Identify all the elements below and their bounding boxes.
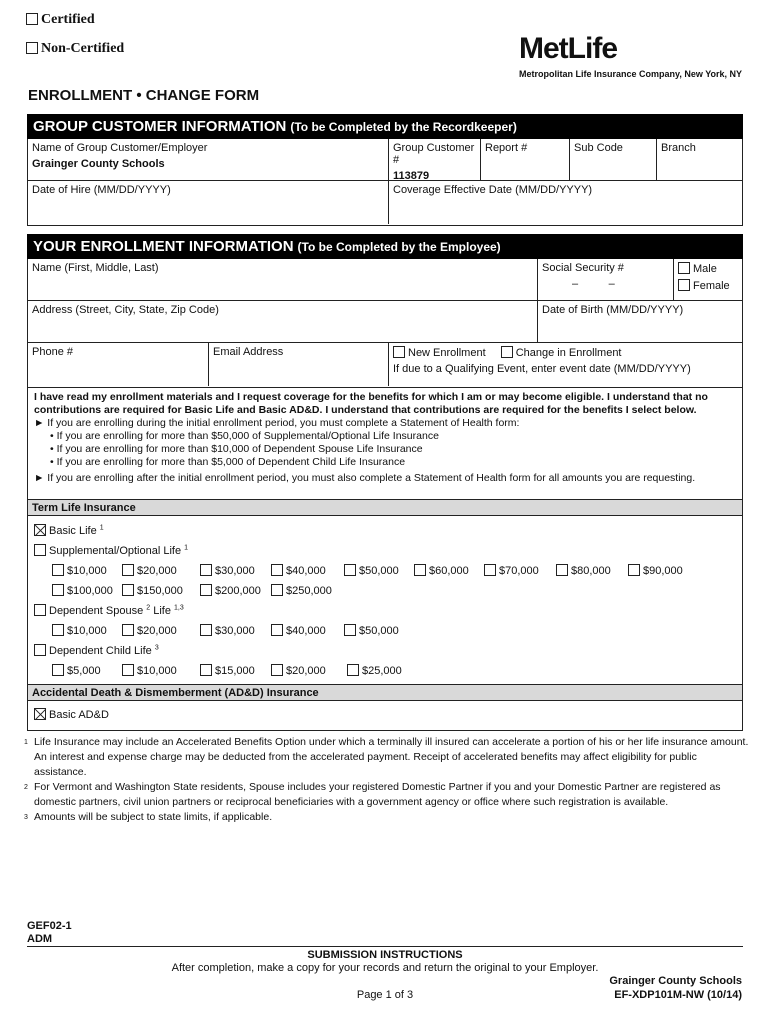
spouse-life-checkbox[interactable] (34, 604, 46, 616)
email-field[interactable]: Email Address (209, 343, 389, 386)
supp-amount-option[interactable]: $20,000 (122, 564, 177, 577)
employer-field[interactable]: Name of Group Customer/Employer Grainger County Schools (28, 139, 389, 181)
submission-title: SUBMISSION INSTRUCTIONS (307, 949, 463, 961)
female-checkbox[interactable] (678, 279, 690, 291)
child-amount-checkbox[interactable] (122, 664, 134, 676)
supp-amount-checkbox[interactable] (271, 564, 283, 576)
supp-amount-checkbox[interactable] (122, 564, 134, 576)
qualifying-event-note: If due to a Qualifying Event, enter event date (MM/DD/YYYY) (393, 363, 691, 375)
gender-field (674, 259, 742, 301)
basic-add-checkbox[interactable] (34, 708, 46, 720)
basic-add-option[interactable]: Basic AD&D (34, 708, 109, 721)
metlife-logo: MetLife (519, 32, 617, 65)
new-enrollment-option[interactable]: New Enrollment (393, 347, 486, 359)
spouse-amount-checkbox[interactable] (344, 624, 356, 636)
spouse-amount-option[interactable]: $10,000 (52, 624, 107, 637)
child-amount-checkbox[interactable] (52, 664, 64, 676)
supp-amount-option[interactable]: $250,000 (271, 584, 332, 597)
term-life-header: Term Life Insurance (28, 499, 742, 516)
enrollment-type-field (389, 343, 742, 386)
supp-amount-option[interactable]: $40,000 (271, 564, 326, 577)
new-enrollment-checkbox[interactable] (393, 346, 405, 358)
supp-amount-checkbox[interactable] (122, 584, 134, 596)
branch-field[interactable]: Branch (657, 139, 742, 181)
footnotes: 1 Life Insurance may include an Accelerated Benefits Option under which a terminally ill insured can accelerate a portion of his or her life insurance amount. An interest and expense charge may be deducted from the accelerated payment. Receipt of accelerated benefits may affect eligibility for public assistance. 2 For Vermont and Washington State residents, Spouse includes your registered Domestic Partner if you and your Domestic Partner are registered as domestic partners, civil union partners or reciprocal beneficiaries with a government agency or office where such registration is available. 3 Amounts will be subject to state limits, if applicable. (24, 736, 749, 823)
form-title: ENROLLMENT • CHANGE FORM (28, 87, 260, 104)
non-certified-checkbox[interactable] (26, 42, 38, 54)
spouse-amount-checkbox[interactable] (200, 624, 212, 636)
supp-amount-checkbox[interactable] (200, 584, 212, 596)
report-number-field[interactable]: Report # (481, 139, 570, 181)
supp-amount-option[interactable]: $50,000 (344, 564, 399, 577)
certified-option[interactable]: Certified (26, 12, 95, 28)
child-amount-option[interactable]: $10,000 (122, 664, 177, 677)
supp-amount-option[interactable]: $90,000 (628, 564, 683, 577)
basic-life-checkbox[interactable] (34, 524, 46, 536)
supp-amount-checkbox[interactable] (628, 564, 640, 576)
supp-amount-checkbox[interactable] (556, 564, 568, 576)
supp-amount-option[interactable]: $150,000 (122, 584, 183, 597)
change-enrollment-checkbox[interactable] (501, 346, 513, 358)
supp-amount-option[interactable]: $200,000 (200, 584, 261, 597)
basic-life-option[interactable]: Basic Life $^1$ (34, 524, 104, 537)
child-amount-checkbox[interactable] (271, 664, 283, 676)
supp-amount-option[interactable]: $70,000 (484, 564, 539, 577)
spouse-amount-option[interactable]: $20,000 (122, 624, 177, 637)
child-amount-option[interactable]: $15,000 (200, 664, 255, 677)
submission-text: After completion, make a copy for your records and return the original to your Employer. (171, 962, 599, 974)
supplemental-life-option[interactable]: Supplemental/Optional Life $^1$ (34, 544, 188, 557)
coverage-section (27, 388, 743, 731)
enrollment-statement: I have read my enrollment materials and I request coverage for the benefits for which I am or may become eligible. I understand that no contributions are required for Basic Life and Basic AD&D. I understand that contributions are required for the benefits I select below. ► If you are enrolling during the initial enrollment period, you must complete a Statement of Health form: • If you are enrolling for more than $50,000 of Supplemental/Optional Life Insurance • If you are enrolling for more than $10,000 of Dependent Spouse Life Insurance • If you are enrolling for more than $5,000 of Dependent Child Life Insurance ► If you are enrolling after the initial enrollment period, you must also complete a Statement of Health form for all amounts you are requesting. (34, 391, 708, 484)
child-amount-checkbox[interactable] (200, 664, 212, 676)
child-amount-option[interactable]: $5,000 (52, 664, 101, 677)
group-customer-section (27, 114, 743, 226)
supp-amount-checkbox[interactable] (52, 564, 64, 576)
date-of-hire-field[interactable]: Date of Hire (MM/DD/YYYY) (28, 181, 389, 224)
supp-amount-option[interactable]: $100,000 (52, 584, 113, 597)
supp-amount-checkbox[interactable] (484, 564, 496, 576)
sub-code-field[interactable]: Sub Code (570, 139, 657, 181)
child-amount-checkbox[interactable] (347, 664, 359, 676)
footer-divider (27, 946, 743, 947)
non-certified-option[interactable]: Non-Certified (26, 41, 124, 57)
spouse-amount-checkbox[interactable] (122, 624, 134, 636)
child-life-option[interactable]: Dependent Child Life $^3$ (34, 644, 159, 657)
supp-amount-checkbox[interactable] (271, 584, 283, 596)
supp-amount-option[interactable]: $10,000 (52, 564, 107, 577)
group-customer-number-field[interactable]: Group Customer # 113879 (389, 139, 481, 181)
child-life-checkbox[interactable] (34, 644, 46, 656)
enrollment-section (27, 234, 743, 388)
supp-amount-checkbox[interactable] (52, 584, 64, 596)
full-name-field[interactable]: Name (First, Middle, Last) (28, 259, 538, 301)
change-enrollment-option[interactable]: Change in Enrollment (501, 347, 622, 359)
footer-employer: Grainger County Schools (609, 975, 742, 987)
coverage-effective-date-field[interactable]: Coverage Effective Date (MM/DD/YYYY) (393, 184, 593, 196)
date-of-birth-field[interactable]: Date of Birth (MM/DD/YYYY) (538, 301, 742, 343)
spouse-amount-option[interactable]: $50,000 (344, 624, 399, 637)
supp-amount-option[interactable]: $30,000 (200, 564, 255, 577)
spouse-amount-checkbox[interactable] (271, 624, 283, 636)
supp-amount-checkbox[interactable] (200, 564, 212, 576)
male-checkbox[interactable] (678, 262, 690, 274)
page-number: Page 1 of 3 (356, 989, 414, 1001)
spouse-amount-option[interactable]: $30,000 (200, 624, 255, 637)
form-code: GEF02-1 (27, 920, 72, 932)
spouse-amount-checkbox[interactable] (52, 624, 64, 636)
male-option[interactable]: Male (678, 262, 738, 275)
address-field[interactable]: Address (Street, City, State, Zip Code) (28, 301, 538, 343)
enrollment-section-header: YOUR ENROLLMENT INFORMATION (To be Completed by the Employee) (27, 234, 743, 259)
supp-amount-option[interactable]: $60,000 (414, 564, 469, 577)
supp-amount-checkbox[interactable] (344, 564, 356, 576)
supp-amount-checkbox[interactable] (414, 564, 426, 576)
phone-field[interactable]: Phone # (28, 343, 209, 386)
add-header: Accidental Death & Dismemberment (AD&D) Insurance (28, 684, 742, 701)
supplemental-life-checkbox[interactable] (34, 544, 46, 556)
spouse-amount-option[interactable]: $40,000 (271, 624, 326, 637)
group-section-header: GROUP CUSTOMER INFORMATION (To be Completed by the Recordkeeper) (27, 114, 743, 139)
certified-checkbox[interactable] (26, 13, 38, 25)
child-amount-option[interactable]: $20,000 (271, 664, 326, 677)
child-amount-option[interactable]: $25,000 (347, 664, 402, 677)
form-code-adm: ADM (27, 933, 53, 945)
logo-subtitle: Metropolitan Life Insurance Company, New York, NY (519, 69, 743, 79)
spouse-life-option[interactable]: Dependent Spouse $^2$ Life $^{1,3}$ (34, 604, 184, 617)
footer-form-id: EF-XDP101M-NW (10/14) (614, 989, 742, 1001)
ssn-field[interactable]: Social Security # – – (538, 259, 674, 301)
supp-amount-option[interactable]: $80,000 (556, 564, 611, 577)
female-option[interactable]: Female (678, 279, 738, 292)
